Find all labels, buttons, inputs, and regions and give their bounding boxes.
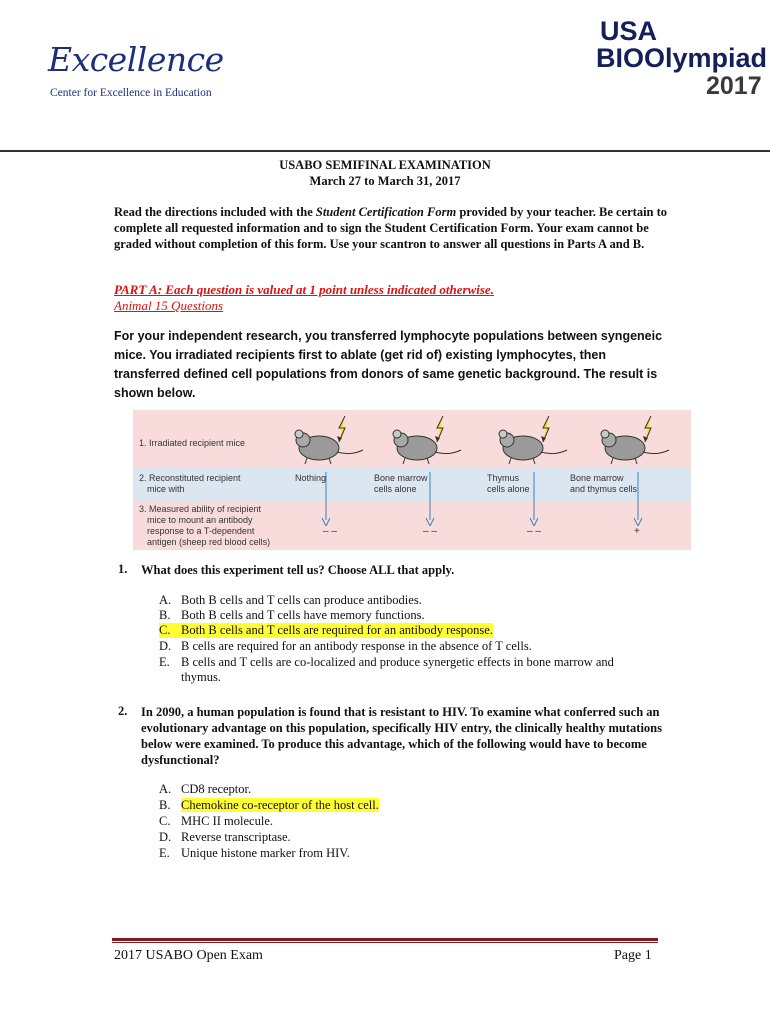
option-letter: E. (159, 846, 170, 860)
part-a-subheading: Animal 15 Questions (114, 298, 224, 313)
option-letter: C. (159, 814, 171, 828)
result-3: – – (527, 526, 541, 537)
question-2-text: In 2090, a human population is found that is resistant to HIV. To examine what conferred such an evolutionary advantage on this population, specifically HIV entry, the clinically healthy mutations below were examined. To produce this advantage, which of the following would have to become dysfunctional? (141, 705, 662, 767)
option-text: CD8 receptor. (181, 782, 252, 796)
arrow-down-icon (425, 472, 435, 526)
exam-dates: March 27 to March 31, 2017 (309, 174, 461, 188)
option-letter: C. (159, 623, 171, 637)
condition-4-label-line2: and thymus cells (570, 484, 638, 494)
footer-exam-name: 2017 USABO Open Exam (114, 948, 263, 963)
q1-option-e[interactable] (159, 655, 659, 685)
result-4: + (634, 526, 640, 537)
part-a-heading: PART A: Each question is valued at 1 point unless indicated otherwise. (114, 282, 494, 297)
intro-paragraph: For your independent research, you transferred lymphocyte populations between syngeneic mice. You irradiated recipients first to ablate (get rid of) existing lymphocytes, then transferred defined cell populations from donors of same genetic background. The result is shown below. (114, 329, 663, 400)
option-letter: B. (159, 798, 171, 812)
option-text: Reverse transcriptase. (181, 830, 291, 844)
mouse-icon (595, 412, 675, 468)
footer-divider (112, 938, 658, 941)
condition-2-label-line1: Bone marrow (374, 473, 428, 483)
question-1-text: What does this experiment tell us? Choose ALL that apply. (141, 563, 455, 577)
logo-year-text: 2017 (706, 72, 762, 100)
q2-option-b[interactable] (159, 798, 379, 813)
q1-option-b[interactable] (159, 608, 425, 623)
option-letter: A. (159, 782, 172, 796)
q2-option-c[interactable] (159, 814, 273, 829)
condition-4-label-line1: Bone marrow (570, 473, 624, 483)
form-name: Student Certification Form (315, 205, 457, 219)
directions-text-2: provided by your teacher. Be certain to complete all requested information and to sign the Student Certification Form. Your exam cannot be graded without completion of this form. Use your scantron to answer all questions in Parts A and B. (114, 205, 668, 251)
result-1: – – (323, 526, 337, 537)
option-text-highlighted: Chemokine co-receptor of the host cell. (181, 798, 379, 812)
q2-option-d[interactable] (159, 830, 291, 845)
option-text: Both B cells and T cells have memory functions. (181, 608, 425, 622)
arrow-down-icon (529, 472, 539, 526)
option-letter: B. (159, 608, 171, 622)
header-divider (0, 150, 770, 152)
row1-label: 1. Irradiated recipient mice (139, 438, 246, 448)
logo-usa-text: USA (600, 16, 658, 46)
directions-text-1: Read the directions included with the (114, 205, 316, 219)
arrow-down-icon (321, 472, 331, 526)
arrow-down-icon (633, 472, 643, 526)
exam-title: USABO SEMIFINAL EXAMINATION (279, 158, 491, 172)
q1-option-a[interactable] (159, 593, 422, 608)
condition-3-label-line2: cells alone (487, 484, 530, 494)
option-text: B cells are required for an antibody response in the absence of T cells. (181, 639, 532, 653)
option-letter: A. (159, 593, 172, 607)
question-1-number: 1. (118, 562, 128, 576)
option-text: MHC II molecule. (181, 814, 273, 828)
usabo-logo (596, 16, 768, 104)
q1-option-d[interactable] (159, 639, 532, 654)
option-text: Unique histone marker from HIV. (181, 846, 350, 860)
row3-label-line4: antigen (sheep red blood cells) (147, 537, 271, 547)
option-letter: D. (159, 830, 172, 844)
row2-label-line2: mice with (147, 484, 185, 494)
option-letter: E. (159, 655, 170, 669)
result-2: – – (423, 526, 437, 537)
option-text: Both B cells and T cells are required for an antibody response. (181, 623, 493, 637)
condition-3-label-line1: Thymus (487, 473, 520, 483)
q2-option-a[interactable] (159, 782, 251, 797)
q2-option-e[interactable] (159, 846, 350, 861)
mouse-icon (289, 412, 369, 468)
mouse-icon (387, 412, 467, 468)
row3-label-line3: response to a T-dependent (147, 526, 255, 536)
condition-1-label: Nothing (295, 473, 327, 483)
option-letter: D. (159, 639, 172, 653)
experiment-figure (133, 410, 691, 550)
logo-bio-text: BIOOlympiad (596, 43, 768, 73)
footer-divider-thin (112, 942, 658, 943)
row3-label-line2: mice to mount an antibody (147, 515, 253, 525)
condition-2-label-line2: cells alone (374, 484, 417, 494)
question-2-number: 2. (118, 704, 128, 718)
row3-label-line1: 3. Measured ability of recipient (139, 504, 262, 514)
logo-script-text: Excellence (48, 40, 224, 79)
option-text: Both B cells and T cells can produce antibodies. (181, 593, 422, 607)
footer-page-number: Page 1 (614, 948, 652, 963)
directions-paragraph (114, 204, 684, 252)
cee-logo (48, 40, 228, 102)
option-text: B cells and T cells are co-localized and produce synergetic effects in bone marrow and thymus. (181, 655, 614, 684)
q1-option-c-highlighted[interactable] (159, 623, 493, 638)
row2-label-line1: 2. Reconstituted recipient (139, 473, 241, 483)
mouse-icon (493, 412, 573, 468)
logo-subtitle: Center for Excellence in Education (50, 87, 212, 99)
